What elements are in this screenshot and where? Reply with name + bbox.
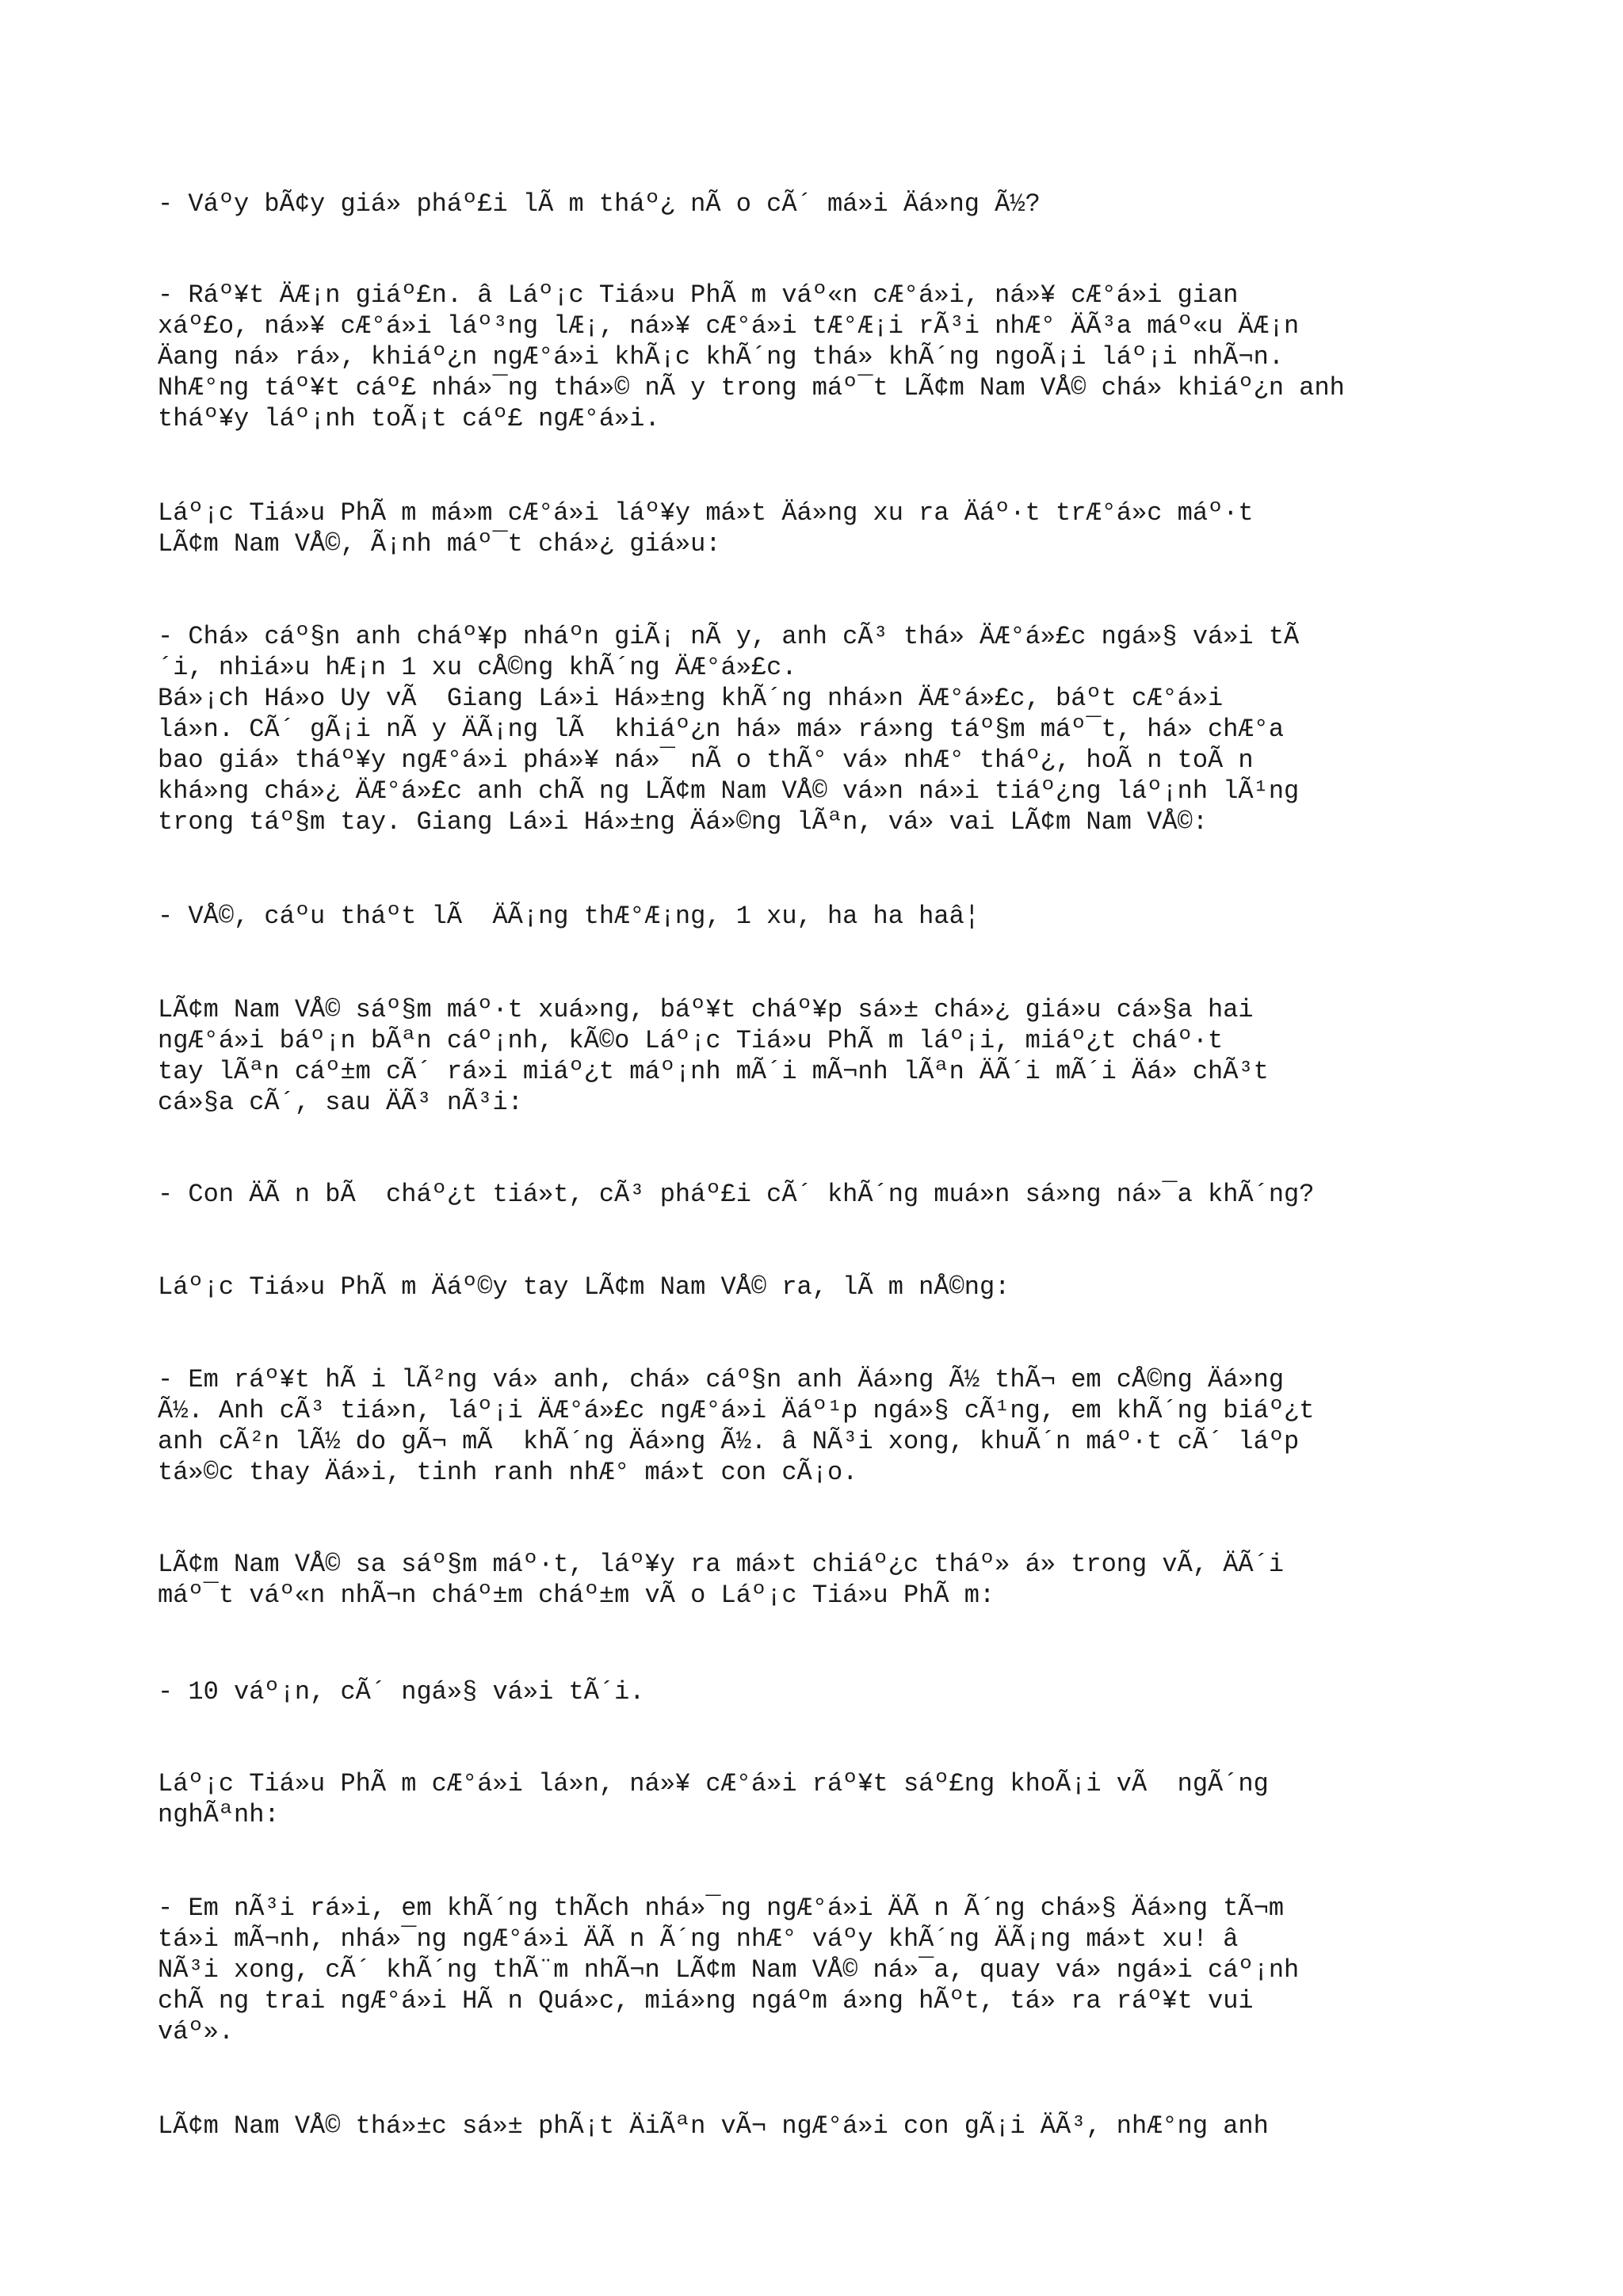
paragraph-7: - Con ÄÃ n bÃ cháº¿t tiá»t, cÃ³ pháº£i cÃ´ khÃ´ng muá»n sá»ng ná»¯a khÃ´ng? <box>158 1180 1315 1209</box>
paragraph-4: - Chá» cáº§n anh cháº¥p nháºn giÃ¡ nÃ y, anh cÃ³ thá» ÄÆ°á»£c ngá»§ vá»i tÃ ´i, nhiá»u hÆ¡n 1 xu cÅ©ng khÃ´ng ÄÆ°á»£c. Bá»¡ch Há»o Uy vÃ Giang Lá»i Há»±ng khÃ´ng nhá»n ÄÆ°á»£c, báºt cÆ°á»i lá»n. CÃ´ gÃ¡i nÃ y ÄÃ¡ng lÃ khiáº¿n há» má» rá»ng táº§m máº¯t, há» chÆ°a bao giá» tháº¥y ngÆ°á»i phá»¥ ná»¯ nÃ o thÃ° vá» nhÆ° tháº¿, hoÃ n toÃ n khá»ng chá»¿ ÄÆ°á»£c anh chÃ ng LÃ¢m Nam VÅ© vá»n ná»i tiáº¿ng láº¡nh lÃ¹ng trong táº§m tay. Giang Lá»i Há»±ng Äá»©ng lÃªn, vá» vai LÃ¢m Nam VÅ©: <box>158 622 1300 837</box>
paragraph-8: Láº¡c Tiá»u PhÃ m Äáº©y tay LÃ¢m Nam VÅ© ra, lÃ m nÅ©ng: <box>158 1272 1010 1302</box>
paragraph-3: Láº¡c Tiá»u PhÃ m má»m cÆ°á»i láº¥y má»t Äá»ng xu ra Äáº·t trÆ°á»c máº·t LÃ¢m Nam VÅ©, Ã¡nh máº¯t chá»¿ giá»u: <box>158 498 1254 559</box>
paragraph-10: LÃ¢m Nam VÅ© sa sáº§m máº·t, láº¥y ra má»t chiáº¿c tháº» á» trong vÃ, ÄÃ´i máº¯t váº«n nhÃ¬n cháº±m cháº±m vÃ o Láº¡c Tiá»u PhÃ m: <box>158 1550 1285 1610</box>
paragraph-13: - Em nÃ³i rá»i, em khÃ´ng thÃch nhá»¯ng ngÆ°á»i ÄÃ n Ã´ng chá»§ Äá»ng tÃ¬m tá»i mÃ¬nh, nhá»¯ng ngÆ°á»i ÄÃ n Ã´ng nhÆ° váºy khÃ´ng ÄÃ¡ng má»t xu! â NÃ³i xong, cÃ´ khÃ´ng thÃ¨m nhÃ¬n LÃ¢m Nam VÅ© ná»¯a, quay vá» ngá»i cáº¡nh chÃ ng trai ngÆ°á»i HÃ n Quá»c, miá»ng ngáºm á»ng hÃºt, tá» ra ráº¥t vui váº». <box>158 1894 1300 2046</box>
paragraph-5: - VÅ©, cáºu tháºt lÃ ÄÃ¡ng thÆ°Æ¡ng, 1 xu, ha ha haâ¦ <box>158 902 980 931</box>
paragraph-1: - Váºy bÃ¢y giá» pháº£i lÃ m tháº¿ nÃ o cÃ´ má»i Äá»ng Ã½? <box>158 189 1041 219</box>
paragraph-14: LÃ¢m Nam VÅ© thá»±c sá»± phÃ¡t ÄiÃªn vÃ¬ ngÆ°á»i con gÃ¡i ÄÃ³, nhÆ°ng anh <box>158 2111 1269 2141</box>
paragraph-9: - Em ráº¥t hÃ i lÃ²ng vá» anh, chá» cáº§n anh Äá»ng Ã½ thÃ¬ em cÅ©ng Äá»ng Ã½. Anh cÃ³ tiá»n, láº¡i ÄÆ°á»£c ngÆ°á»i Äáº¹p ngá»§ cÃ¹ng, em khÃ´ng biáº¿t anh cÃ²n lÃ½ do gÃ¬ mÃ khÃ´ng Äá»ng Ã½. â NÃ³i xong, khuÃ´n máº·t cÃ´ láºp tá»©c thay Äá»i, tinh ranh nhÆ° má»t con cÃ¡o. <box>158 1365 1315 1487</box>
paragraph-11: - 10 váº¡n, cÃ´ ngá»§ vá»i tÃ´i. <box>158 1677 645 1707</box>
paragraph-2: - Ráº¥t ÄÆ¡n giáº£n. â Láº¡c Tiá»u PhÃ m váº«n cÆ°á»i, ná»¥ cÆ°á»i gian xáº£o, ná»¥ cÆ°á»i láº³ng lÆ¡, ná»¥ cÆ°á»i tÆ°Æ¡i rÃ³i nhÆ° ÄÃ³a máº«u ÄÆ¡n Äang ná» rá», khiáº¿n ngÆ°á»i khÃ¡c khÃ´ng thá» khÃ´ng ngoÃ¡i láº¡i nhÃ¬n. NhÆ°ng táº¥t cáº£ nhá»¯ng thá»© nÃ y trong máº¯t LÃ¢m Nam VÅ© chá» khiáº¿n anh tháº¥y láº¡nh toÃ¡t cáº£ ngÆ°á»i. <box>158 280 1345 433</box>
paragraph-12: Láº¡c Tiá»u PhÃ m cÆ°á»i lá»n, ná»¥ cÆ°á»i ráº¥t sáº£ng khoÃ¡i vÃ ngÃ´ng nghÃªnh: <box>158 1769 1269 1829</box>
paragraph-6: LÃ¢m Nam VÅ© sáº§m máº·t xuá»ng, báº¥t cháº¥p sá»± chá»¿ giá»u cá»§a hai ngÆ°á»i báº¡n bÃªn cáº¡nh, kÃ©o Láº¡c Tiá»u PhÃ m láº¡i, miáº¿t cháº·t tay lÃªn cáº±m cÃ´ rá»i miáº¿t máº¡nh mÃ´i mÃ¬nh lÃªn ÄÃ´i mÃ´i Äá» chÃ³t cá»§a cÃ´, sau ÄÃ³ nÃ³i: <box>158 995 1269 1117</box>
